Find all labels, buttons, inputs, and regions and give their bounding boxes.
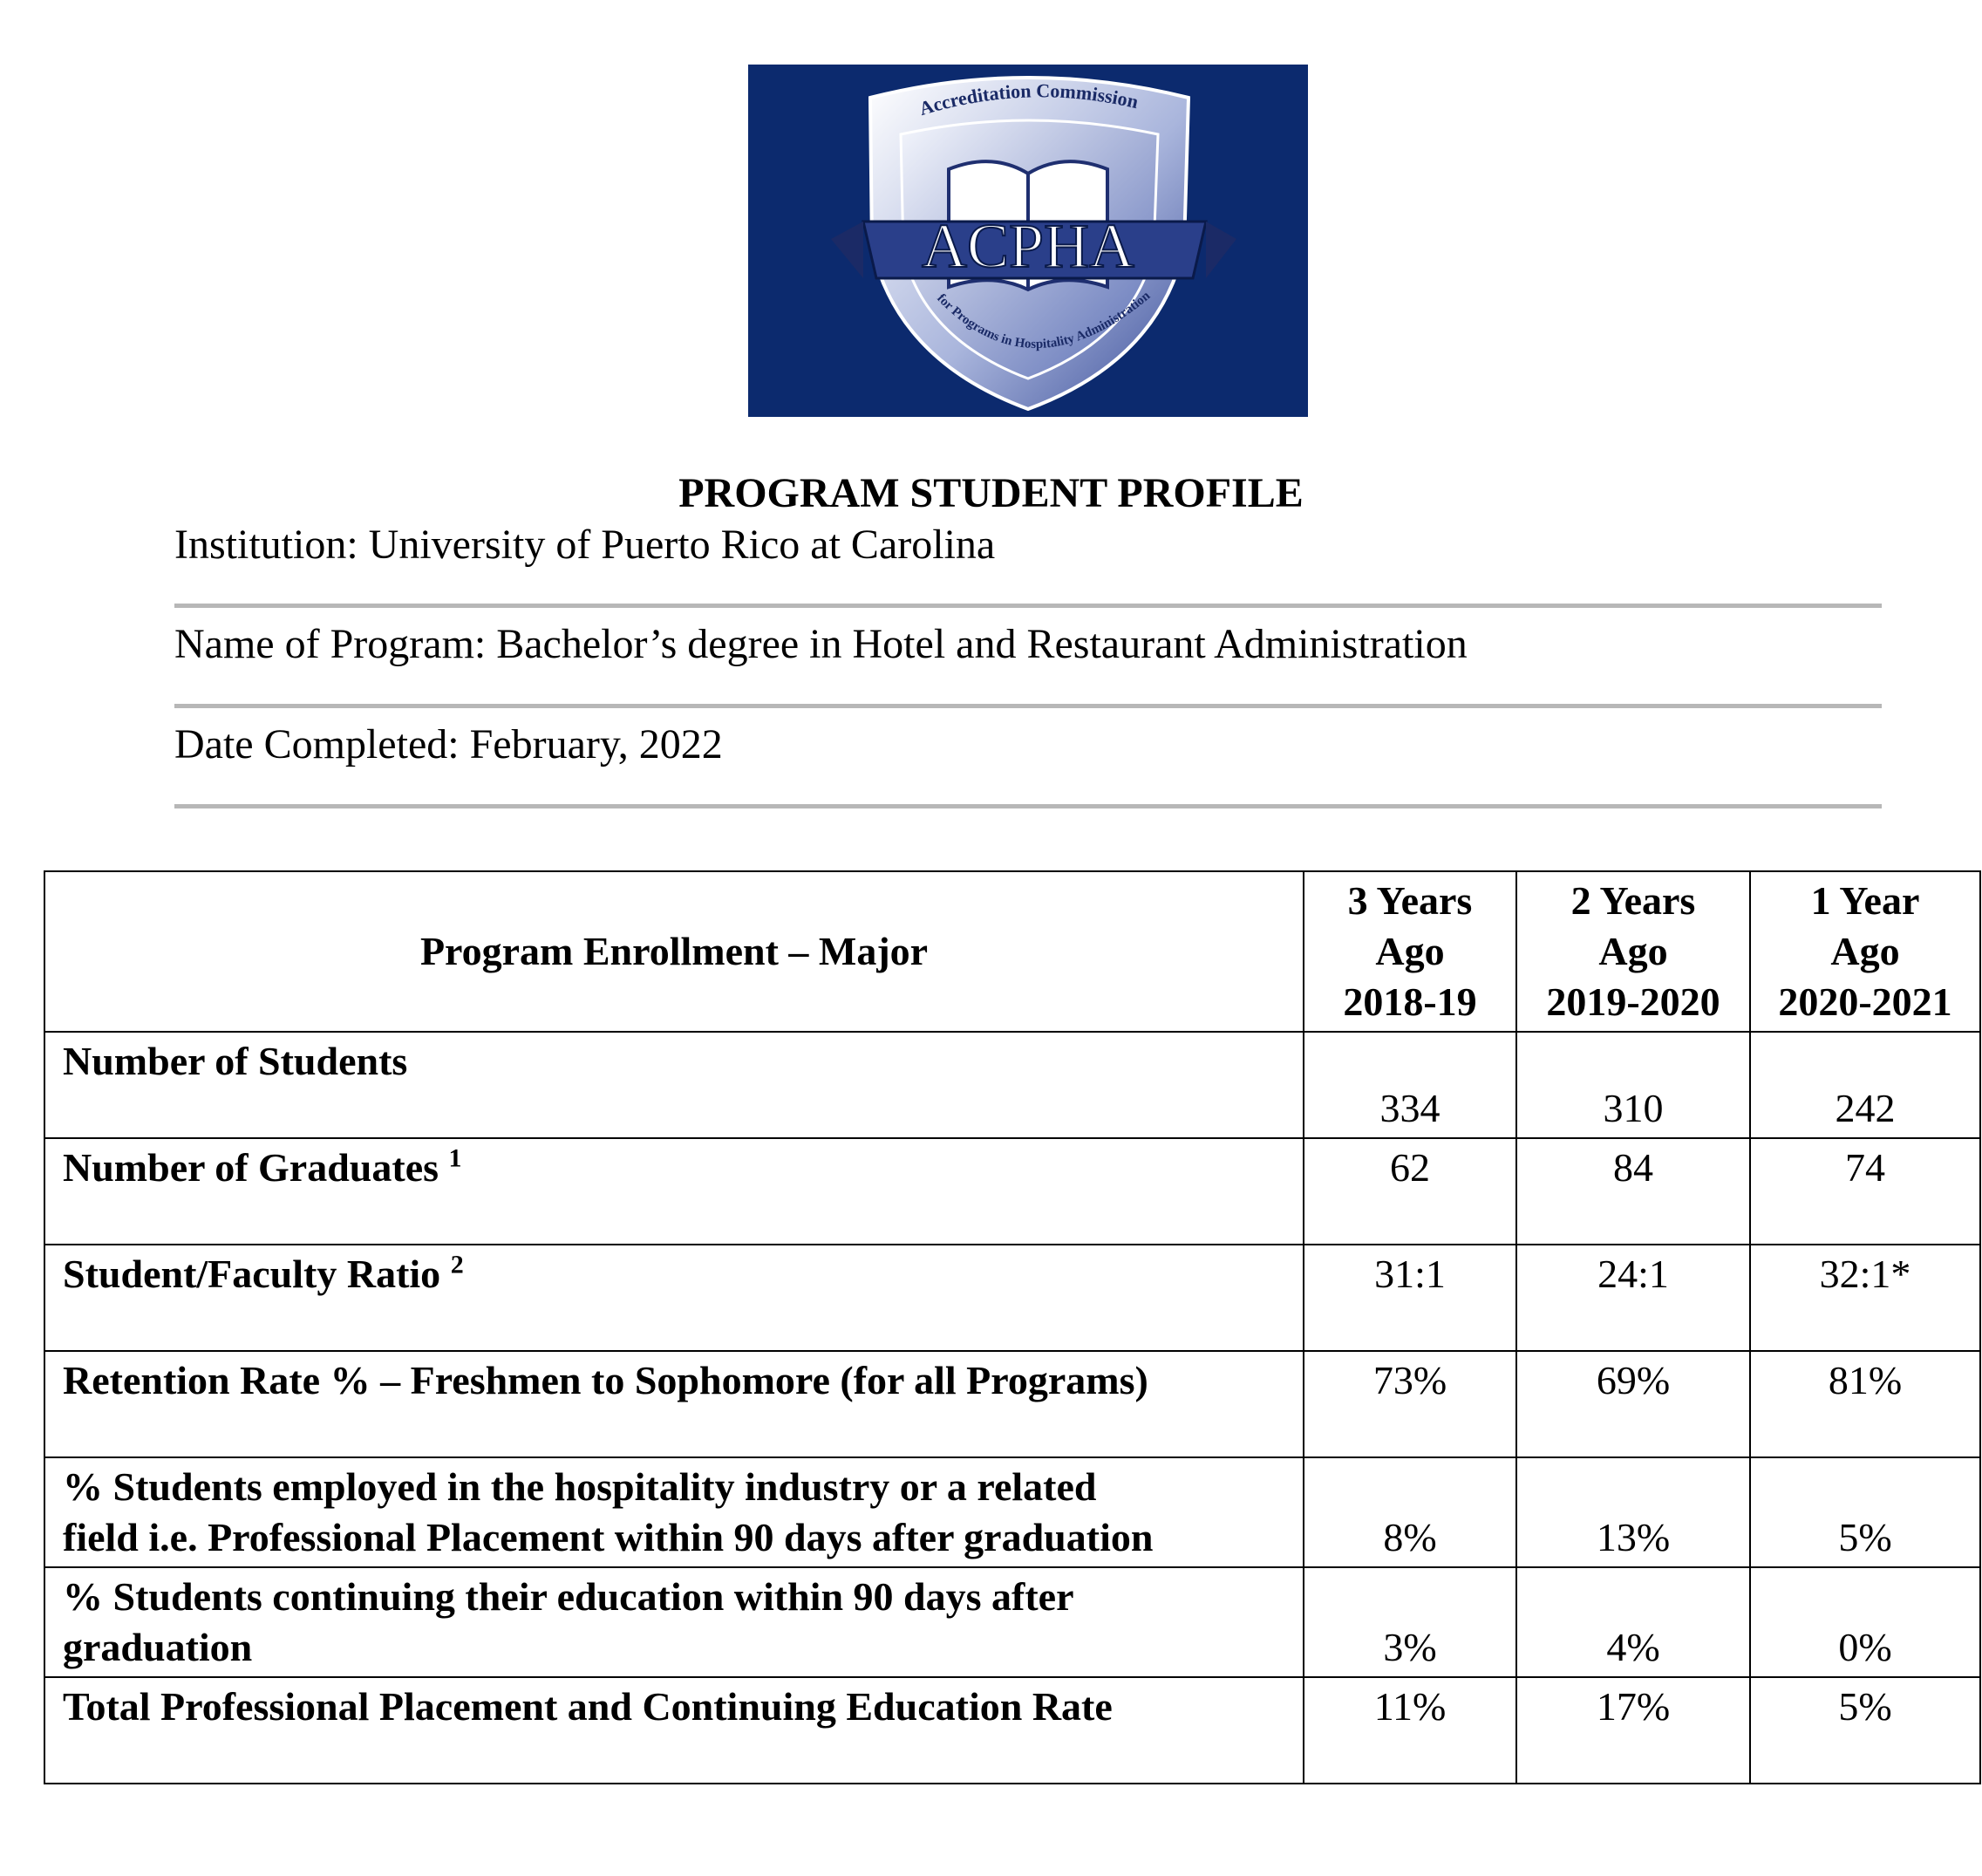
table-cell: 17%: [1516, 1677, 1750, 1784]
header-col-line: 3 Years: [1347, 878, 1473, 923]
header-program-enrollment: Program Enrollment – Major: [44, 871, 1304, 1032]
table-cell: 73%: [1304, 1351, 1516, 1457]
header-col-1-year-ago: [1750, 871, 1980, 1032]
divider-3: [174, 804, 1882, 808]
page-title: PROGRAM STUDENT PROFILE: [678, 470, 1304, 516]
table-cell: 69%: [1516, 1351, 1750, 1457]
table-cell: 310: [1516, 1032, 1750, 1138]
row-label-text: graduation: [63, 1625, 253, 1669]
row-label: [44, 1567, 1304, 1677]
header-col-line: Ago: [1375, 929, 1445, 973]
table-cell: 62: [1304, 1138, 1516, 1245]
row-label: [44, 1351, 1304, 1457]
table-row: [44, 1677, 1980, 1784]
table-cell: 32:1*: [1750, 1245, 1980, 1351]
logo-arc-top-text: Accreditation Commission: [916, 79, 1141, 120]
table-row: [44, 1138, 1980, 1245]
table-cell: 334: [1304, 1032, 1516, 1138]
row-label-text: field i.e. Professional Placement within 90 days after graduation: [63, 1515, 1154, 1559]
table-cell: 5%: [1750, 1457, 1980, 1567]
header-col-line: 2020-2021: [1778, 979, 1952, 1024]
row-label-text: Retention Rate % – Freshmen to Sophomore (for all Programs): [63, 1358, 1148, 1402]
table-cell: 81%: [1750, 1351, 1980, 1457]
row-label-text: % Students employed in the hospitality industry or a related: [63, 1464, 1097, 1509]
table-cell: 31:1: [1304, 1245, 1516, 1351]
header-col-line: 1 Year: [1810, 878, 1920, 923]
table-cell: 0%: [1750, 1567, 1980, 1677]
table-cell: 3%: [1304, 1567, 1516, 1677]
row-label-text: Total Professional Placement and Continuing Education Rate: [63, 1684, 1113, 1729]
footnote-marker: 2: [450, 1250, 464, 1279]
table-row: [44, 1351, 1980, 1457]
table-row: [44, 1567, 1980, 1677]
divider-2: [174, 704, 1882, 708]
header-col-line: 2019-2020: [1546, 979, 1720, 1024]
header-col-line: 2018-19: [1343, 979, 1477, 1024]
table-cell: 5%: [1750, 1677, 1980, 1784]
row-label-text: Number of Students: [63, 1039, 408, 1083]
logo-acronym: ACPHA: [921, 211, 1135, 281]
header-col-line: Ago: [1830, 929, 1900, 973]
table-cell: 13%: [1516, 1457, 1750, 1567]
table-row: [44, 1032, 1980, 1138]
table-cell: 11%: [1304, 1677, 1516, 1784]
table-row: [44, 1457, 1980, 1567]
program-profile-table: [44, 870, 1981, 1784]
header-col-2-years-ago: [1516, 871, 1750, 1032]
table-cell: 24:1: [1516, 1245, 1750, 1351]
divider-1: [174, 604, 1882, 608]
logo-arc-bottom-text: for Programs in Hospitality Administration: [934, 289, 1154, 352]
row-label: [44, 1677, 1304, 1784]
table-cell: 242: [1750, 1032, 1980, 1138]
table-cell: 8%: [1304, 1457, 1516, 1567]
acpha-logo: [748, 65, 1308, 417]
row-label: [44, 1245, 1304, 1351]
shield-emblem-icon: [748, 65, 1308, 417]
row-label: [44, 1032, 1304, 1138]
row-label-text: Number of Graduates: [63, 1145, 449, 1190]
header-col-line: Ago: [1598, 929, 1668, 973]
date-completed-line: Date Completed: February, 2022: [174, 721, 723, 767]
table-cell: 84: [1516, 1138, 1750, 1245]
footnote-marker: 1: [448, 1143, 462, 1173]
table-cell: 74: [1750, 1138, 1980, 1245]
header-col-3-years-ago: [1304, 871, 1516, 1032]
table-cell: 4%: [1516, 1567, 1750, 1677]
row-label: [44, 1138, 1304, 1245]
header-col-line: 2 Years: [1570, 878, 1696, 923]
table-row: [44, 1245, 1980, 1351]
row-label-text: % Students continuing their education within 90 days after: [63, 1574, 1074, 1619]
program-name-line: Name of Program: Bachelor’s degree in Hotel and Restaurant Administration: [174, 621, 1468, 667]
table-header-row: [44, 871, 1980, 1032]
row-label-text: Student/Faculty Ratio: [63, 1252, 451, 1296]
institution-line: Institution: University of Puerto Rico at Carolina: [174, 522, 996, 568]
row-label: [44, 1457, 1304, 1567]
